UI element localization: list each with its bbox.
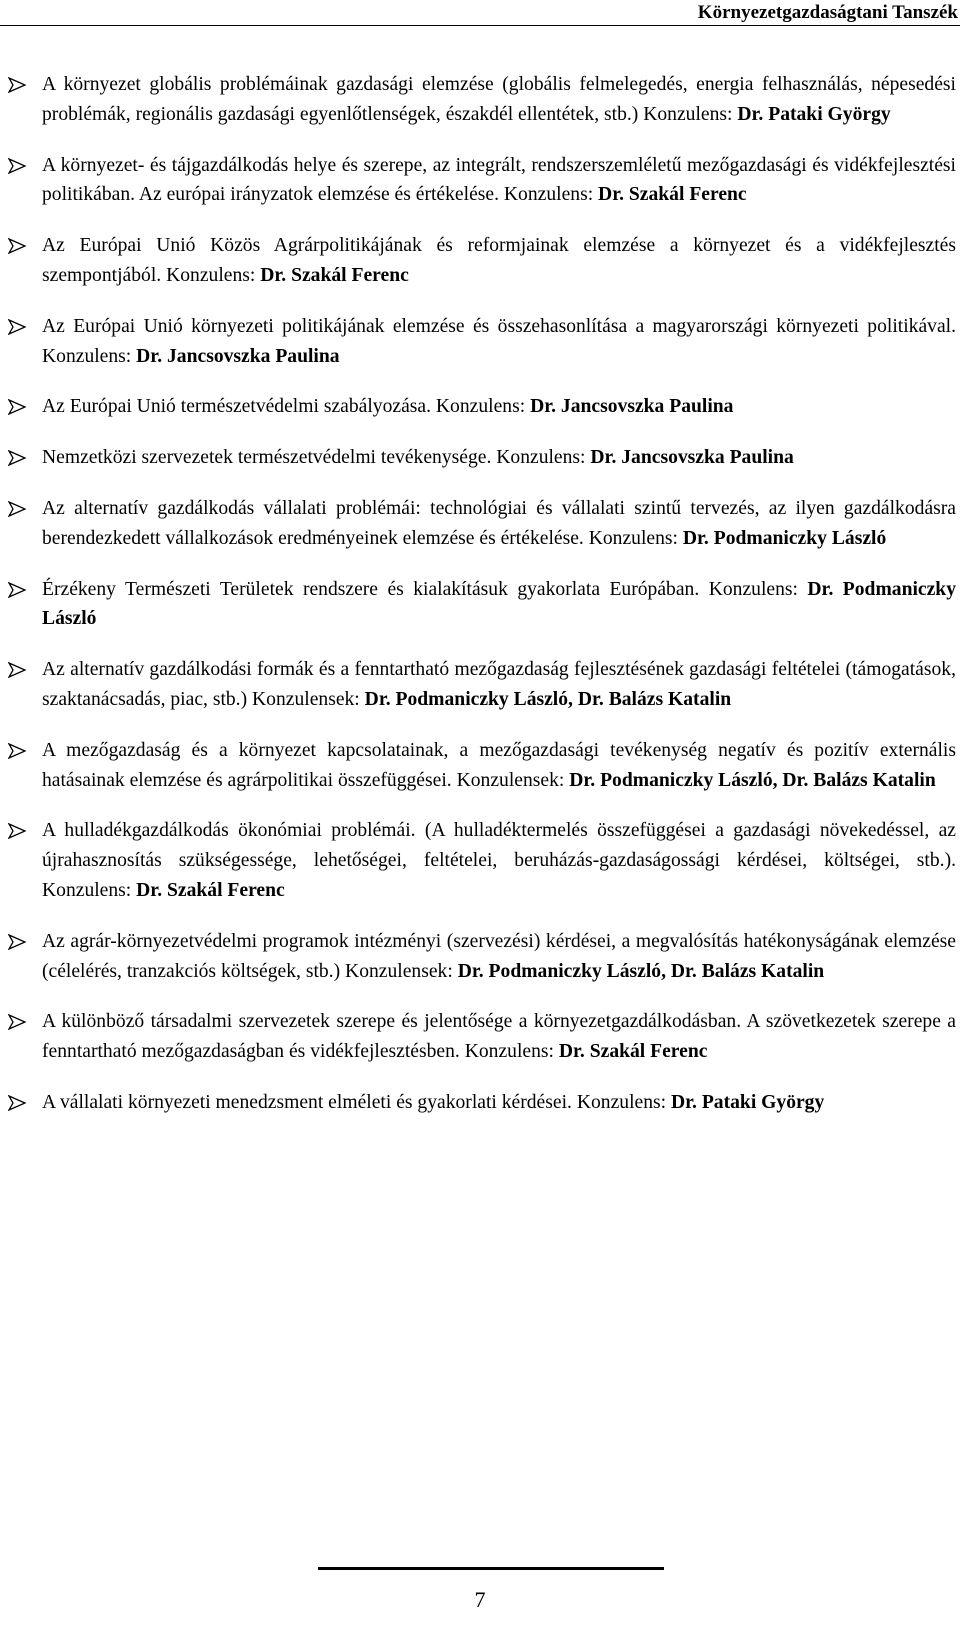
consultant-name: Dr. Pataki György (737, 103, 891, 125)
consultant-label: Konzulensek: (252, 688, 360, 710)
topic-text: Az alternatív gazdálkodás vállalati problémái: technológiai és vállalati szintű tervezés, az ilyen gazdálkodásra berendezkedett vállalkozások eredményeinek elemzése és értékelése. (42, 497, 956, 549)
list-item-7 (6, 494, 956, 554)
consultant-name: Dr. Podmaniczky László, Dr. Balázs Katalin (569, 769, 936, 791)
arrowhead-bullet-icon (8, 158, 26, 174)
page-header (0, 0, 960, 28)
consultant-name: Dr. Szakál Ferenc (598, 184, 747, 206)
consultant-name: Dr. Szakál Ferenc (260, 264, 409, 286)
consultant-name: Dr. Podmaniczky László (682, 527, 887, 549)
topic-text: A mezőgazdaság és a környezet kapcsolatainak, a mezőgazdasági tevékenység negatív és pozitív externális hatásainak elemzése és agrárpolitikai összefüggései. (42, 739, 956, 791)
consultant-label: Konzulens: (496, 447, 586, 469)
header-rule (0, 25, 960, 26)
consultant-label: Konzulens: (576, 1091, 667, 1113)
list-item-4 (6, 312, 956, 372)
consultant-name: Dr. Pataki György (670, 1091, 825, 1113)
consultant-label: Konzulens: (42, 879, 132, 901)
list-item-1 (6, 70, 956, 130)
arrowhead-bullet-icon (8, 77, 26, 93)
consultant-label: Konzulensek: (345, 960, 453, 982)
arrowhead-bullet-icon (8, 501, 26, 517)
consultant-name: Dr. Jancsovszka Paulina (590, 447, 794, 469)
consultant-label: Konzulens: (643, 103, 733, 125)
list-item-6 (6, 443, 956, 473)
topic-text: A hulladékgazdálkodás ökonómiai problémái. (A hulladéktermelés összefüggései a gazdasági növekedéssel, az újrahasznosítás szükségessége, lehetőségei, feltételei, beruházás-gazdaságossági kérdései, költségei, stb.). (42, 820, 956, 872)
topic-text: A különböző társadalmi szervezetek szerepe és jelentősége a környezetgazdálkodásban. A szövetkezetek szerepe a fenntartható mezőgazdaságban és vidékfejlesztésben. (42, 1011, 956, 1063)
topic-text: Az Európai Unió Közös Agrárpolitikájának és reformjainak elemzése a környezet és a vidékfejlesztés szempontjából. (42, 235, 956, 286)
consultant-label: Konzulens: (503, 184, 594, 206)
consultant-label: Konzulens: (708, 578, 798, 600)
topic-list (6, 70, 956, 1139)
topic-text: Az Európai Unió természetvédelmi szabályozása. (42, 396, 431, 418)
list-item-13 (6, 1007, 956, 1067)
list-item-3 (6, 231, 956, 291)
topic-text: Érzékeny Természeti Területek rendszere és kialakításuk gyakorlata Európában. (42, 578, 700, 600)
list-item-11 (6, 816, 956, 905)
topic-text: Az alternatív gazdálkodási formák és a fenntartható mezőgazdaság fejlesztésének gazdasági feltételei (támogatások, szaktanácsadás, piac, stb.) (42, 659, 956, 710)
list-item-10 (6, 736, 956, 796)
topic-text: Az Európai Unió környezeti politikájának elemzése és összehasonlítása a magyarországi környezeti politikával. (42, 315, 956, 337)
list-item-12 (6, 927, 956, 987)
consultant-name: Dr. Szakál Ferenc (136, 879, 285, 901)
arrowhead-bullet-icon (8, 238, 26, 254)
arrowhead-bullet-icon (8, 662, 26, 678)
consultant-label: Konzulens: (435, 396, 526, 418)
consultant-name: Dr. Podmaniczky László (42, 578, 957, 630)
consultant-label: Konzulens: (588, 527, 678, 549)
department-title: Környezetgazdaságtani Tanszék (697, 2, 958, 23)
consultant-name: Dr. Podmaniczky László, Dr. Balázs Katalin (364, 688, 732, 710)
arrowhead-bullet-icon (8, 1095, 26, 1111)
consultant-name: Dr. Podmaniczky László, Dr. Balázs Katalin (457, 960, 825, 982)
consultant-name: Dr. Jancsovszka Paulina (136, 345, 340, 367)
consultant-name: Dr. Jancsovszka Paulina (530, 396, 734, 418)
arrowhead-bullet-icon (8, 934, 26, 950)
arrowhead-bullet-icon (8, 399, 26, 415)
list-item-2 (6, 151, 956, 211)
consultant-name: Dr. Szakál Ferenc (558, 1041, 708, 1063)
arrowhead-bullet-icon (8, 450, 26, 466)
list-item-5 (6, 392, 956, 422)
topic-text: A környezet- és tájgazdálkodás helye és szerepe, az integrált, rendszerszemléletű mezőgazdasági és vidékfejlesztési politikában. Az európai irányzatok elemzése és értékelése. (42, 154, 956, 206)
consultant-label: Konzulens: (464, 1041, 554, 1063)
arrowhead-bullet-icon (8, 582, 26, 598)
arrowhead-bullet-icon (8, 1014, 26, 1030)
list-item-8 (6, 575, 956, 635)
consultant-label: Konzulensek: (456, 769, 565, 791)
arrowhead-bullet-icon (8, 319, 26, 335)
consultant-label: Konzulens: (42, 345, 132, 367)
topic-text: A környezet globális problémáinak gazdasági elemzése (globális felmelegedés, energia felhasználás, népesedési problémák, regionális gazdasági egyenlőtlenségek, északdél ellentétek, stb.) (42, 74, 956, 125)
topic-text: Nemzetközi szervezetek természetvédelmi tevékenysége. (42, 447, 492, 469)
footer-rule (318, 1567, 664, 1570)
list-item-14 (6, 1088, 956, 1118)
consultant-label: Konzulens: (166, 264, 256, 286)
topic-text: A vállalati környezeti menedzsment elméleti és gyakorlati kérdései. (42, 1091, 572, 1113)
page-number: 7 (474, 1587, 486, 1612)
topic-text: Az agrár-környezetvédelmi programok intézményi (szervezési) kérdései, a megvalósítás hatékonyságának elemzése (célelérés, tranzakciós költségek, stb.) (42, 930, 956, 982)
list-item-9 (6, 655, 956, 715)
arrowhead-bullet-icon (8, 823, 26, 839)
arrowhead-bullet-icon (8, 743, 26, 759)
